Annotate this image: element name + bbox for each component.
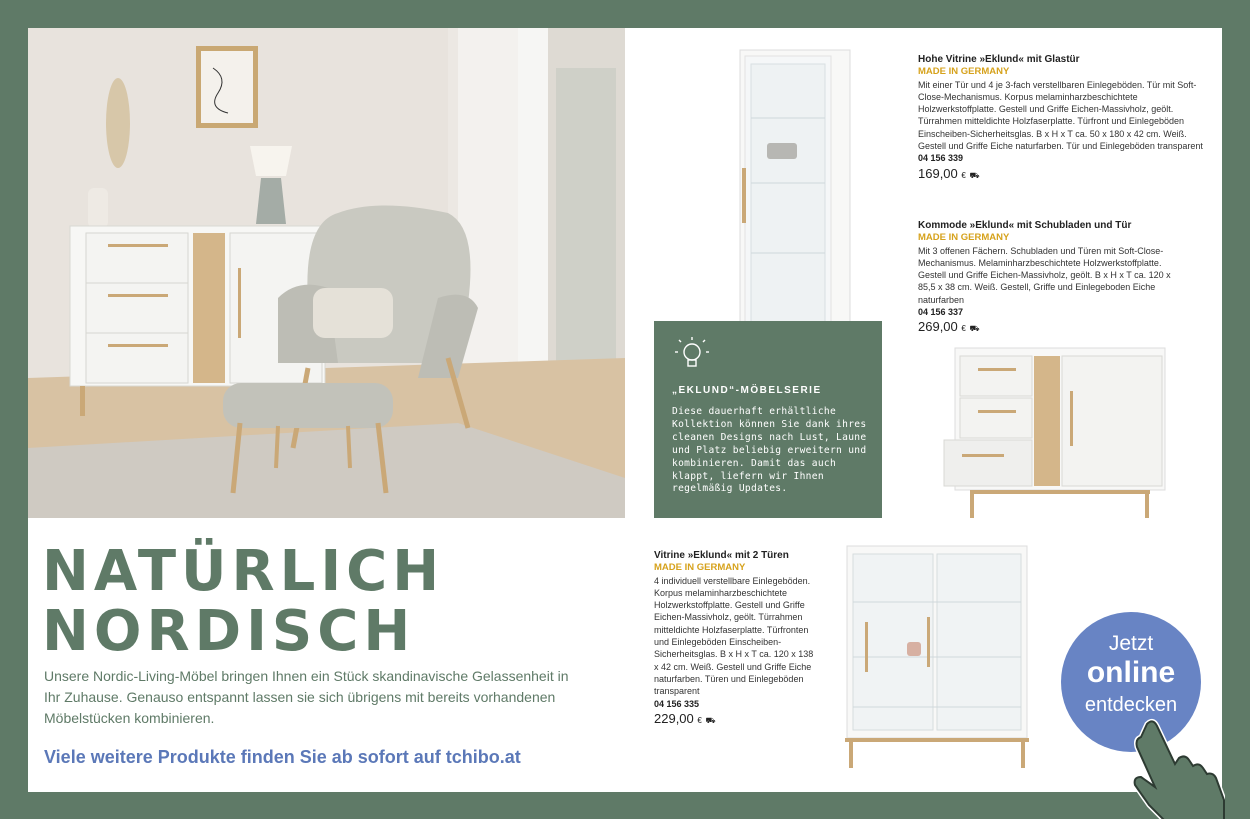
badge-line-1: Jetzt xyxy=(1108,632,1154,655)
intro-text: Unsere Nordic-Living-Möbel bringen Ihnen ein Stück skandinavische Gelassenheit in Ihr Zuhause. Genauso entspannt lassen sie sich übrigens mit bereits vorhandenen Möbelstücken kombinieren. xyxy=(44,668,569,726)
product-article-number: 04 156 339 xyxy=(918,153,964,164)
product-price xyxy=(918,321,1188,335)
headline-line-2: NORDISCH xyxy=(42,599,416,664)
product-price xyxy=(654,710,819,727)
cta-link-text[interactable]: Viele weitere Produkte finden Sie ab sofort auf tchibo.at xyxy=(44,747,521,767)
currency: € xyxy=(961,170,966,180)
sideboard-image xyxy=(940,346,1170,526)
lightbulb-icon xyxy=(672,335,712,375)
product-two-door-vitrine xyxy=(654,550,819,727)
currency: € xyxy=(961,324,966,334)
badge-line-2: online xyxy=(1086,656,1176,689)
badge-line-3: entdecken xyxy=(1084,694,1178,716)
currency: € xyxy=(697,715,702,725)
product-description: 4 individuell verstellbare Einlegeböden. Korpus melaminharzbeschichtete Holzwerkstoffplatte. Gestell und Griffe Eichen-Massivholz, geölt. Türrahmen mitteldichte Holzfaserplatte. Türfronten und Einlegeböden Einscheiben-Sicherheitsglas. B x H x T ca. 120 x 138 x 42 cm. Weiß. Gestell und Griffe Eiche naturfarben. Türen und Einlegeböden transparent xyxy=(654,575,814,697)
product-title: Hohe Vitrine »Eklund« mit Glastür xyxy=(918,54,1080,65)
product-title: Vitrine »Eklund« mit 2 Türen xyxy=(654,550,789,561)
product-sideboard xyxy=(918,220,1188,336)
product-origin: MADE IN GERMANY xyxy=(918,232,1010,244)
product-origin: MADE IN GERMANY xyxy=(918,66,1010,78)
living-room-photo xyxy=(28,28,625,518)
series-info-box xyxy=(654,321,882,518)
pointing-hand-icon xyxy=(1125,708,1225,819)
product-article-number: 04 156 335 xyxy=(654,698,700,709)
left-page xyxy=(28,28,625,792)
delivery-truck-icon: ⛟ xyxy=(705,715,716,725)
product-description: Mit 3 offenen Fächern. Schubladen und Türen mit Soft-Close-Mechanismus. Melaminharzbeschichtete Holzwerkstoffplatte. Gestell und Griffe Eichen-Massivholz, geölt. B x H x T ca. 120 x 85,5 x 38 cm. Weiß. Gestell, Griffe und Einlegeboden Eiche naturfarben xyxy=(918,245,1171,305)
price-value: 229,00 xyxy=(654,710,694,726)
delivery-truck-icon: ⛟ xyxy=(969,170,980,180)
product-origin: MADE IN GERMANY xyxy=(654,562,746,574)
price-value: 169,00 xyxy=(918,165,958,181)
product-article-number: 04 156 337 xyxy=(918,307,964,318)
product-price xyxy=(918,165,1208,182)
headline xyxy=(42,539,445,664)
product-description: Mit einer Tür und 4 je 3-fach verstellbaren Einlegeböden. Tür mit Soft-Close-Mechanismus. Korpus melaminharzbeschichtete Holzwerkstoffplatte. Gestell und Griffe Eichen-Massivholz, geölt. Türrahmen mitteldichte Holzfaserplatte. Türfront und Einlegeböden Einscheiben-Sicherheitsglas. B x H x T ca. 50 x 180 x 42 cm. Weiß. Gestell und Griffe Eiche naturfarben. Tür und Einlegeböden transparent xyxy=(918,79,1203,152)
headline-line-1: NATÜRLICH xyxy=(42,539,445,604)
product-tall-vitrine xyxy=(918,54,1208,182)
price-value: 269,00 xyxy=(918,319,958,335)
series-info-title: „EKLUND“-MÖBELSERIE xyxy=(672,385,822,396)
series-info-text: Diese dauerhaft erhältliche Kollektion können Sie dank ihres cleanen Designs nach Lust, Laune und Platz beliebig erweitern und kombinieren. Damit das auch klappt, liefern wir Ihnen regelmäßig Updates. xyxy=(672,406,867,495)
two-door-vitrine-image xyxy=(837,542,1037,772)
product-title: Kommode »Eklund« mit Schubladen und Tür xyxy=(918,220,1132,231)
delivery-truck-icon: ⛟ xyxy=(969,324,980,334)
